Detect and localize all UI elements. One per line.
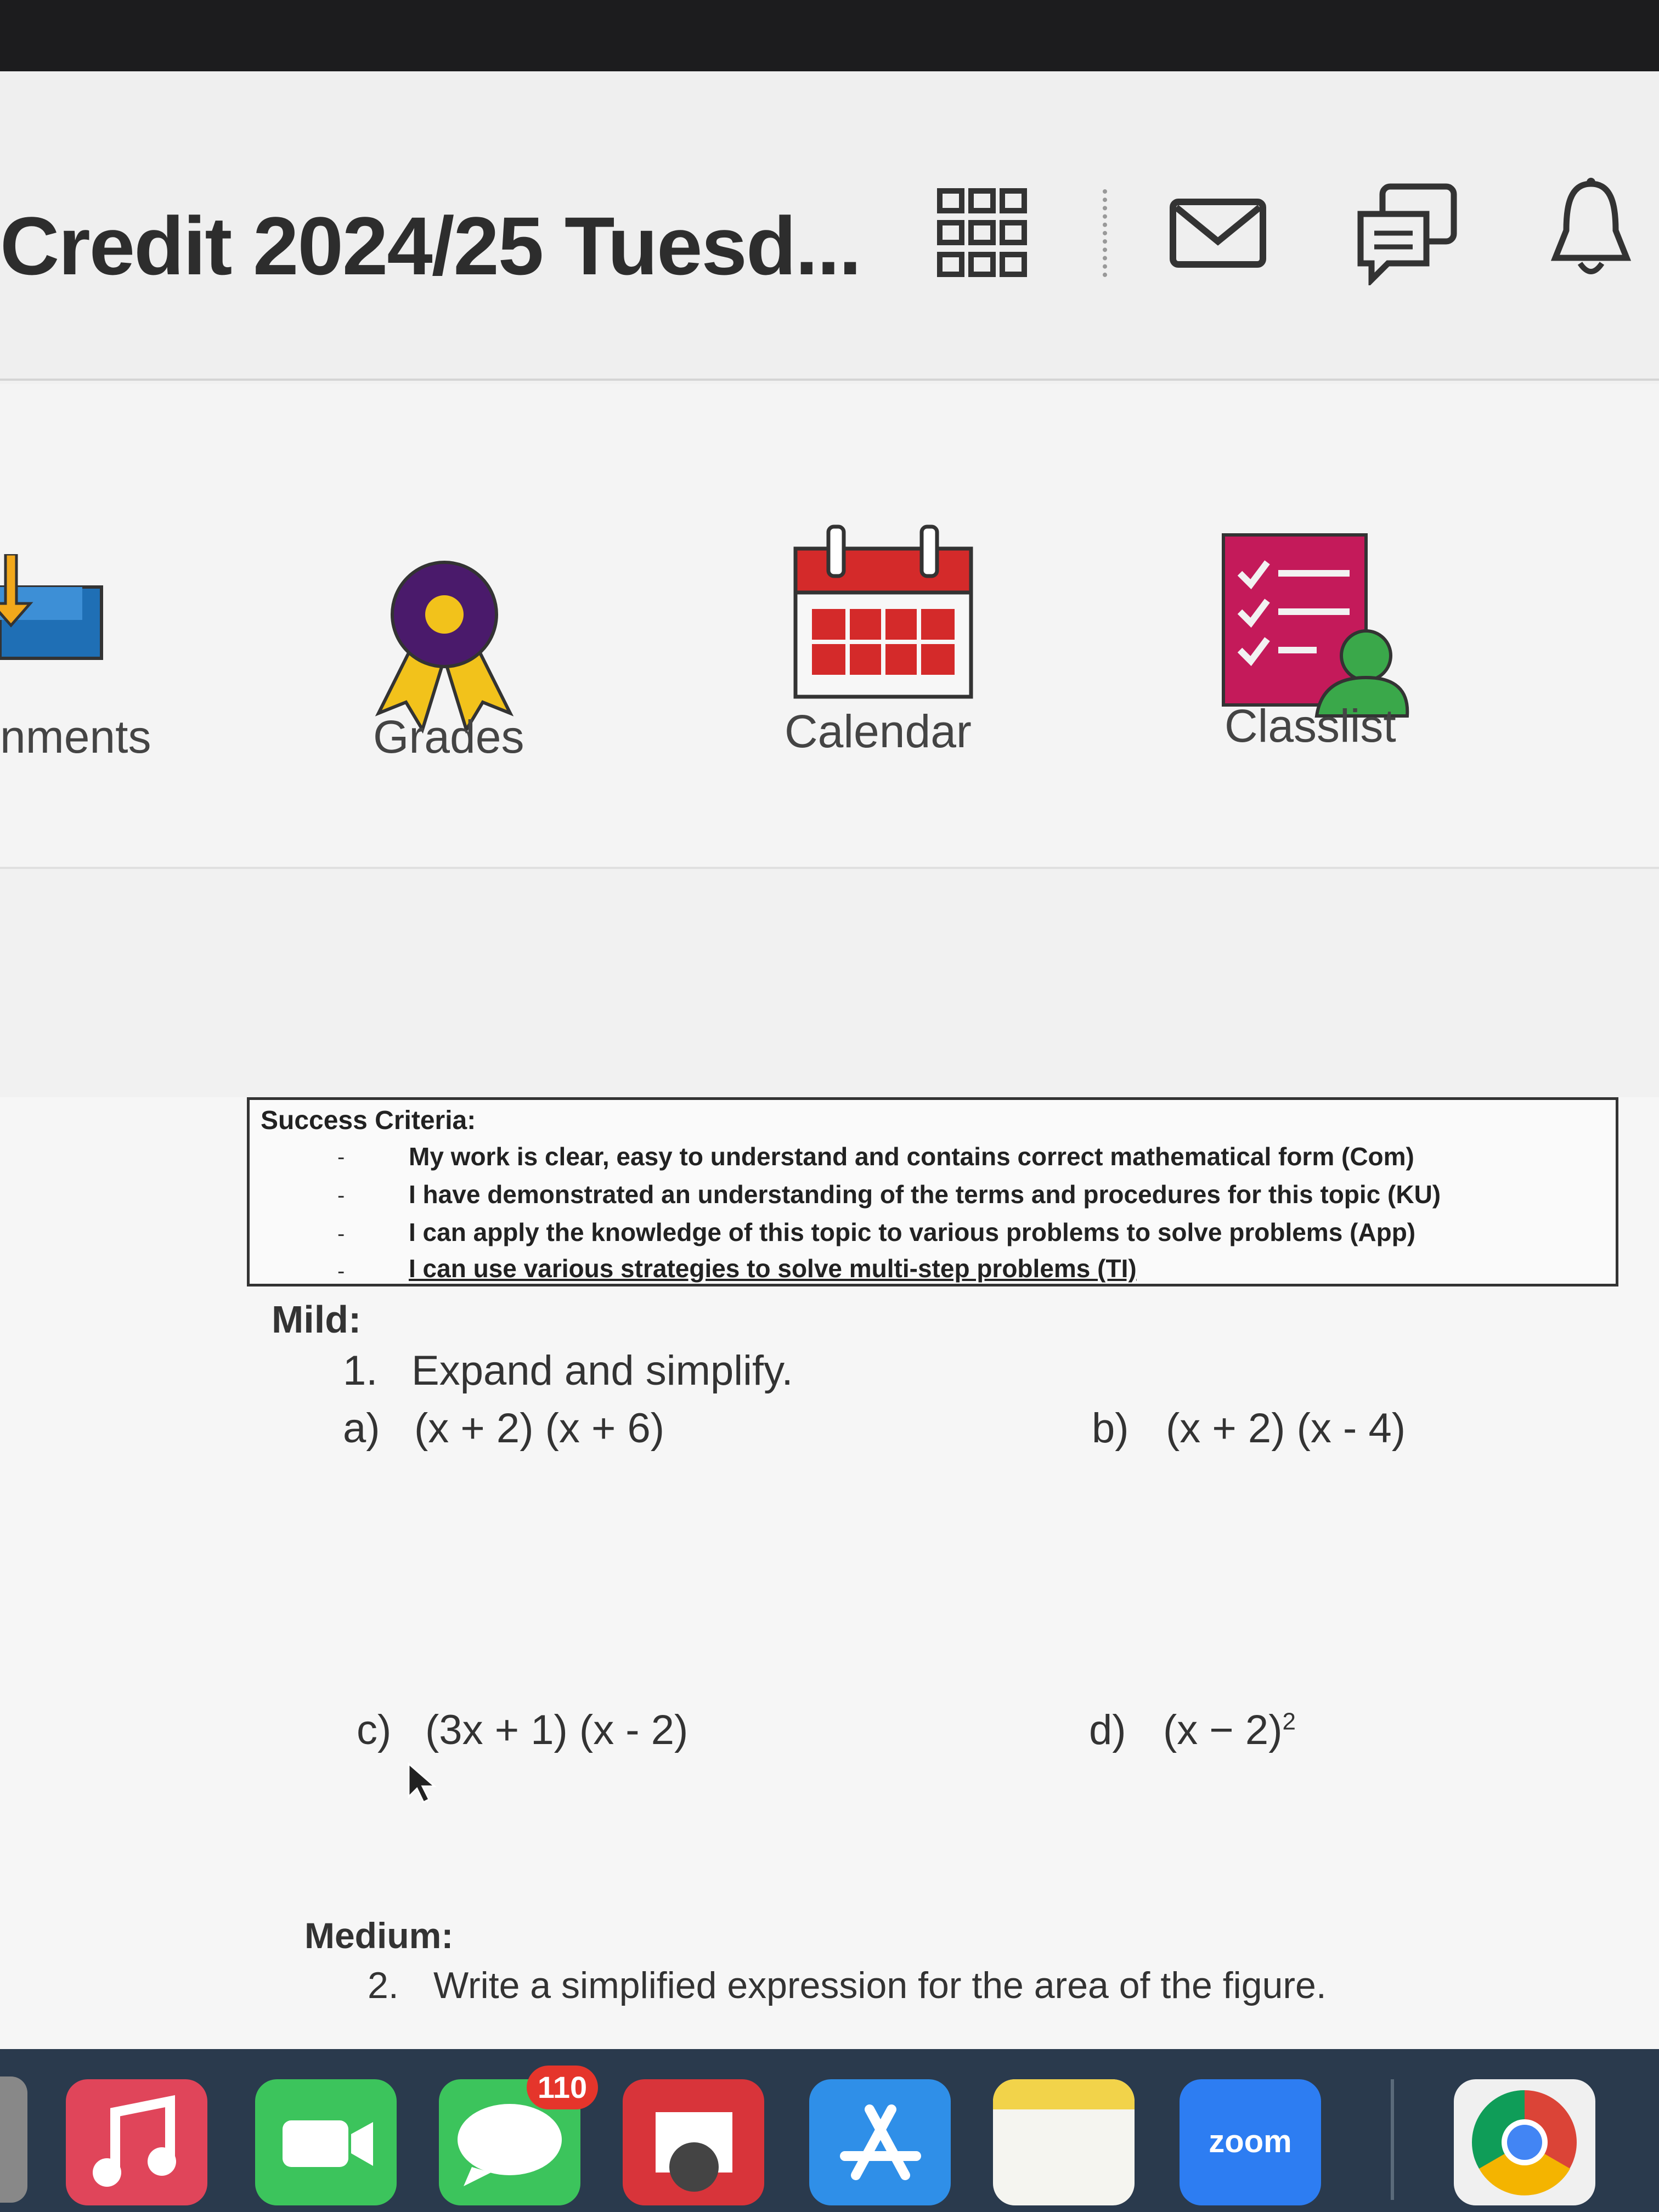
course-header — [0, 71, 1659, 381]
worksheet-document — [0, 1097, 1659, 2129]
q1d-expression — [1163, 1706, 1296, 1754]
q1c-expression: (3x + 1) (x - 2) — [425, 1707, 689, 1753]
medium-heading: Medium: — [304, 1915, 454, 1956]
bullet-dash: - — [337, 1259, 345, 1283]
mouse-cursor-icon — [406, 1761, 439, 1808]
dock-separator — [1391, 2079, 1394, 2200]
chrome-app-icon[interactable] — [1454, 2079, 1595, 2205]
bullet-dash: - — [337, 1183, 345, 1207]
q1a-expression: (x + 2) (x + 6) — [414, 1405, 665, 1452]
monitor-bezel — [0, 0, 1659, 77]
nav-label-classlist: Classlist — [1224, 700, 1396, 752]
zoom-label: zoom — [1209, 2124, 1292, 2159]
criteria-item: I can apply the knowledge of this topic to various problems to solve problems (App) — [409, 1218, 1416, 1246]
criteria-item: I can use various strategies to solve multi-step problems (TI) — [409, 1254, 1137, 1283]
music-app-icon[interactable] — [66, 2079, 207, 2205]
mail-icon[interactable] — [1169, 198, 1267, 269]
assignments-icon — [0, 554, 110, 667]
success-criteria-box — [247, 1097, 1618, 1286]
zoom-app-icon[interactable] — [1180, 2079, 1321, 2205]
bullet-dash: - — [337, 1145, 345, 1169]
mild-heading: Mild: — [272, 1298, 362, 1341]
calendar-icon — [790, 521, 977, 705]
dock-left-edge — [0, 2076, 27, 2203]
q1d-label: d) — [1089, 1707, 1126, 1753]
criteria-item: My work is clear, easy to understand and contains correct mathematical form (Com) — [409, 1142, 1414, 1171]
photo-booth-app-icon[interactable] — [623, 2079, 764, 2205]
chat-icon[interactable] — [1355, 181, 1459, 285]
facetime-app-icon[interactable] — [255, 2079, 397, 2205]
q1a-label: a) — [343, 1405, 380, 1452]
q1d-base: (x − 2) — [1163, 1707, 1283, 1753]
nav-item-grades[interactable] — [362, 554, 527, 774]
course-title[interactable]: Credit 2024/25 Tuesd... — [0, 200, 861, 292]
q1c-label: c) — [357, 1707, 392, 1753]
criteria-item: I have demonstrated an understanding of the terms and procedures for this topic (KU) — [409, 1180, 1441, 1209]
nav-item-assignments[interactable] — [0, 554, 165, 774]
header-divider — [1103, 189, 1113, 277]
bell-icon[interactable] — [1544, 176, 1638, 285]
nav-label-grades: Grades — [373, 711, 524, 763]
success-criteria-title: Success Criteria: — [261, 1106, 476, 1135]
messages-badge: 110 — [527, 2066, 598, 2109]
q2-number: 2. — [368, 1965, 399, 2006]
app-grid-icon[interactable] — [935, 187, 1029, 280]
q1-prompt: Expand and simplify. — [411, 1347, 793, 1394]
q1-number: 1. — [343, 1347, 378, 1394]
course-navbar — [0, 384, 1659, 869]
notes-header-strip — [993, 2079, 1135, 2109]
bullet-dash: - — [337, 1222, 345, 1246]
q1b-label: b) — [1092, 1405, 1129, 1452]
app-store-app-icon[interactable] — [809, 2079, 951, 2205]
nav-item-calendar[interactable] — [779, 549, 988, 779]
nav-label-assignments: nments — [0, 711, 151, 763]
notes-app-icon[interactable] — [993, 2079, 1135, 2205]
q1d-exponent: 2 — [1282, 1708, 1296, 1735]
browser-screen — [0, 71, 1659, 2057]
q2-prompt: Write a simplified expression for the area of the figure. — [433, 1965, 1327, 2006]
nav-label-calendar: Calendar — [785, 706, 972, 757]
nav-item-classlist[interactable] — [1218, 543, 1426, 774]
q1b-expression: (x + 2) (x - 4) — [1166, 1405, 1406, 1452]
